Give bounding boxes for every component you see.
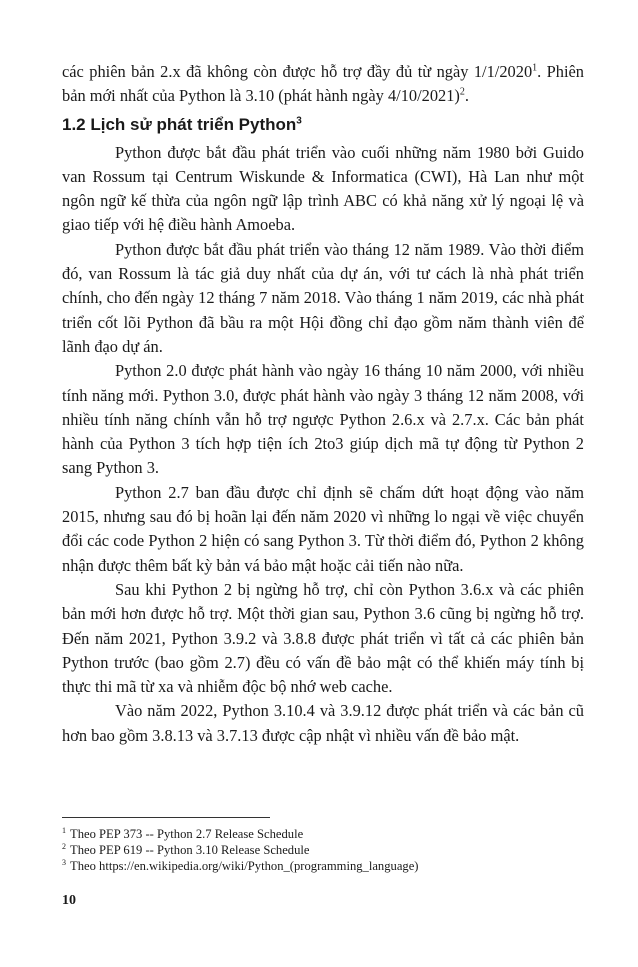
- paragraph: Python 2.0 được phát hành vào ngày 16 tháng 10 năm 2000, với nhiều tính năng mới. Python 3.0, được phát hành vào ngày 3 tháng 12 năm 2008, với nhiều tính năng chính vẫn hỗ trợ ngược Python 2.6.x và 2.7.x. Các bản phát hành của Python 3 tích hợp tiện ích 2to3 giúp dịch mã tự động từ Python 2 sang Python 3.: [62, 361, 584, 478]
- footnote-number: 3: [62, 858, 66, 868]
- page-body: [62, 60, 584, 748]
- heading-text: 1.2 Lịch sử phát triển Python: [62, 114, 297, 134]
- paragraph-text: các phiên bản 2.x đã không còn được hỗ trợ đầy đủ từ ngày 1/1/2020: [62, 62, 533, 81]
- footnote-text: Theo PEP 373 -- Python 2.7 Release Schedule: [70, 827, 304, 841]
- footnote-text: Theo PEP 619 -- Python 3.10 Release Schedule: [70, 843, 310, 858]
- paragraph: Python được bắt đầu phát triển vào cuối những năm 1980 bởi Guido van Rossum tại Centrum Wiskunde & Informatica (CWI), Hà Lan như một ngôn ngữ kế thừa của ngôn ngữ lập trình ABC có khả năng xử lý ngoại lệ và giao tiếp với hệ điều hành Amoeba.: [62, 142, 584, 235]
- paragraph: Sau khi Python 2 bị ngừng hỗ trợ, chỉ còn Python 3.6.x và các phiên bản mới hơn được hỗ trợ. Một thời gian sau, Python 3.6 cũng bị ngừng hỗ trợ. Đến năm 2021, Python 3.9.2 và 3.8.8 được phát triển vì tất cả các phiên bản Python trước (bao gồm 2.7) đều có vấn đề bảo mật có thể khiến máy tính bị thực thi mã từ xa và nhiễm độc bộ nhớ web cache.: [62, 579, 584, 697]
- paragraph-text: .: [464, 86, 469, 106]
- paragraph: Python 2.7 ban đầu được chỉ định sẽ chấm dứt hoạt động vào năm 2015, nhưng sau đó bị hoãn lại đến năm 2020 vì những lo ngại về việc chuyển đổi các code Python 2 hiện có sang Python 3. Từ thời điểm đó, Python 2 không nhận được thêm bất kỳ bản vá bảo mật hoặc cải tiến nào nữa.: [62, 482, 584, 575]
- footnote-item: [62, 826, 584, 842]
- page-number: 10: [62, 893, 76, 908]
- footnote-item: [62, 858, 584, 874]
- footnote-ref: 3: [296, 114, 302, 126]
- footnote-number: 1: [62, 825, 66, 835]
- section-heading: [62, 113, 584, 137]
- footnote-item: [62, 842, 584, 858]
- footnote-text: Theo https://en.wikipedia.org/wiki/Python_(programming_language): [70, 859, 419, 874]
- footnote-ref: 1: [532, 62, 538, 74]
- paragraph: Python được bắt đầu phát triển vào tháng 12 năm 1989. Vào thời điểm đó, van Rossum là tác giả duy nhất của dự án, với tư cách là nhà phát triển chính, cho đến ngày 12 tháng 7 năm 2018. Vào tháng 1 năm 2019, các nhà phát triển cốt lõi Python đã bầu ra một Hội đồng chỉ đạo gồm năm thành viên để lãnh đạo dự án.: [62, 239, 584, 356]
- paragraph-continuation: [62, 60, 584, 109]
- paragraph-text: . Phiên bản mới nhất của Python là 3.10 (phát hành ngày 4/10/2021): [62, 62, 584, 106]
- footnote-number: 2: [62, 842, 66, 852]
- footnote-divider: [62, 817, 270, 818]
- footnote-ref: 2: [459, 86, 465, 98]
- paragraph: Vào năm 2022, Python 3.10.4 và 3.9.12 được phát triển và các bản cũ hơn bao gồm 3.8.13 và 3.7.13 được cập nhật vì nhiều vấn đề bảo mật.: [62, 701, 584, 745]
- footnotes: [62, 826, 584, 875]
